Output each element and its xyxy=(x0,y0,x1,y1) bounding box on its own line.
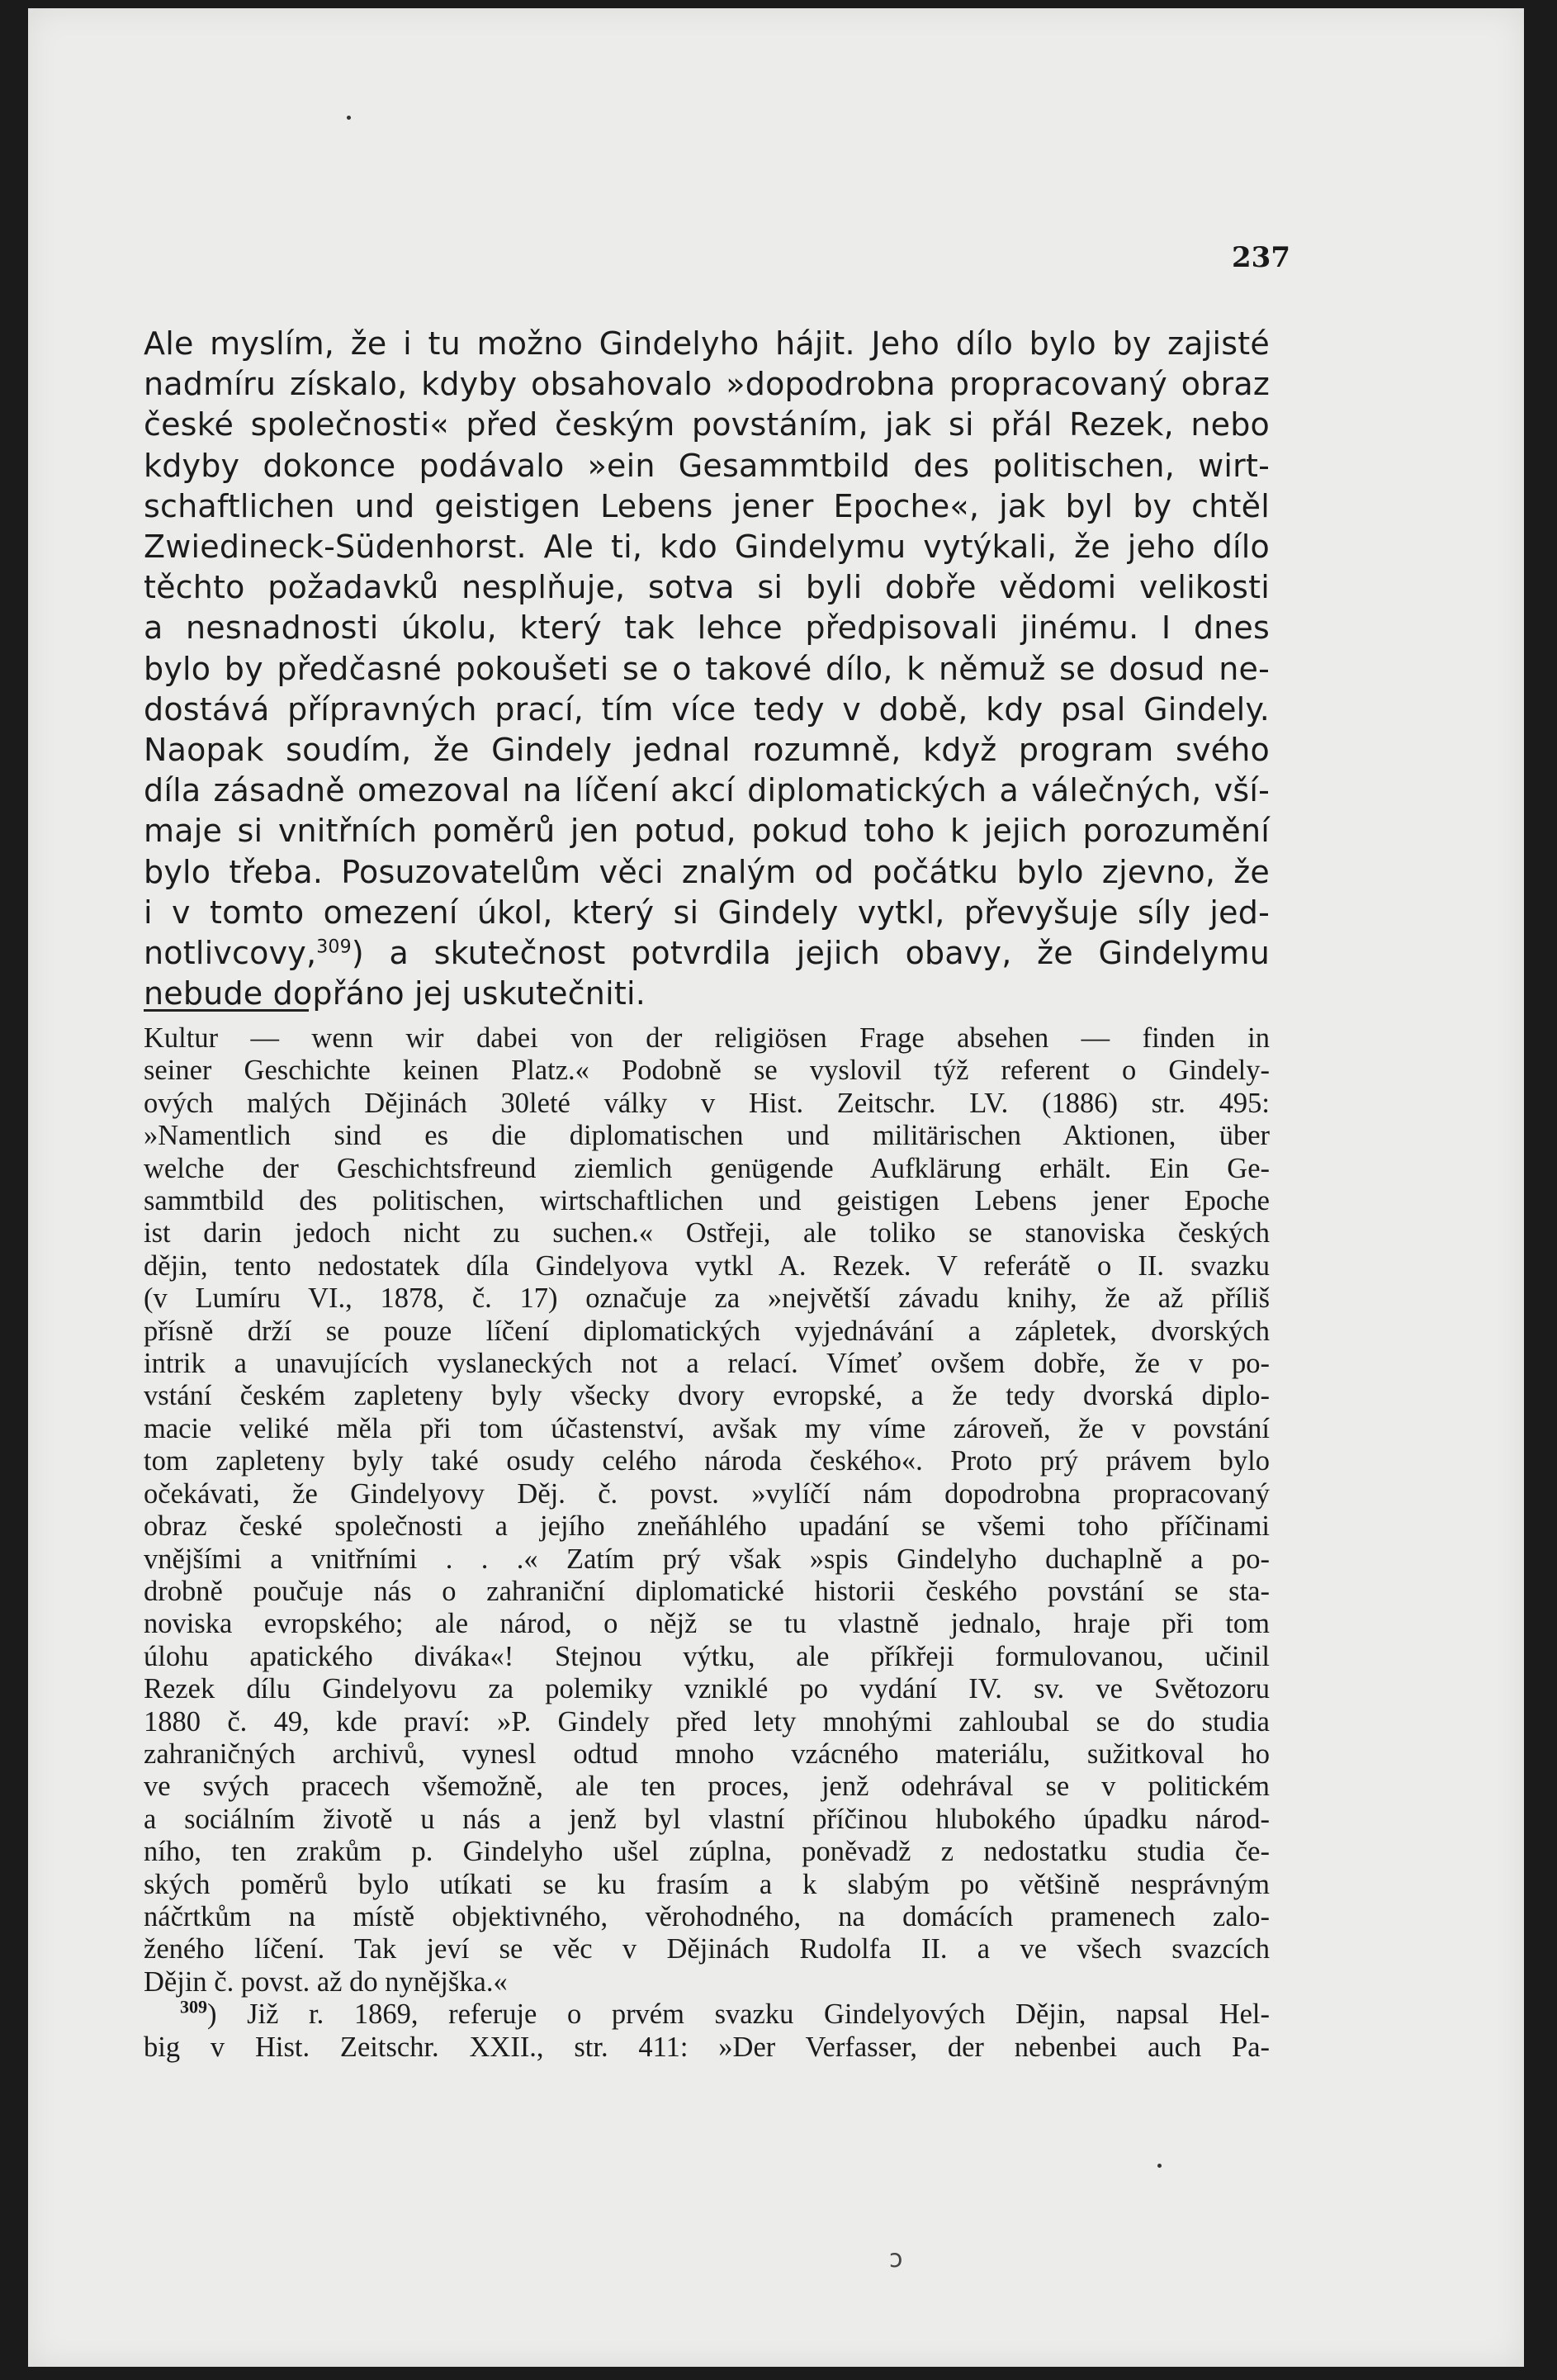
footnote-line: Dějin č. povst. až do nynějška.« xyxy=(144,1965,508,1998)
body-line: Ale myslím, že i tu možno Gindelyho hájit. Jeho dílo bylo by zajisté xyxy=(144,325,1270,362)
footnote-line: sammtbild des politischen, wirtschaftlichen und geistigen Lebens jener Epoche xyxy=(144,1185,1270,1217)
body-line: kdyby dokonce podávalo »ein Gesammtbild des politischen, wirt- xyxy=(144,447,1270,484)
page-number: 237 xyxy=(1232,241,1290,274)
footnote-line: macie veliké měla při tom účastenství, avšak my víme zároveň, že v povstání xyxy=(144,1412,1270,1444)
footnote-line: 1880 č. 49, kde praví: »P. Gindely před lety mnohými zahloubal se do studia xyxy=(144,1705,1270,1738)
footnote-line: zahraničných archivů, vynesl odtud mnoho vzácného materiálu, sužitkoval ho xyxy=(144,1738,1270,1770)
body-line: a nesnadnosti úkolu, který tak lehce předpisovali jinému. I dnes xyxy=(144,609,1270,647)
footnote-line: ských poměrů bylo utíkati se ku frasím a k slabým po většině nesprávným xyxy=(144,1868,1270,1900)
footnote-line: a sociálním životě u nás a jenž byl vlastní příčinou hlubokého úpadku národ- xyxy=(144,1803,1270,1835)
body-line: maje si vnitřních poměrů jen potud, pokud toho k jejich porozumění xyxy=(144,813,1270,850)
body-line: bylo třeba. Posuzovatelům věci znalým od počátku bylo zjevno, že xyxy=(144,853,1270,890)
body-line: díla zásadně omezoval na líčení akcí diplomatických a válečných, vší- xyxy=(144,772,1270,809)
footnote-line: obraz české společnosti a jejího zneňáhlého upadání se všemi toho příčinami xyxy=(144,1510,1270,1543)
footnote-line: ního, ten zrakům p. Gindelyho ušel zúplna, poněvadž z nedostatku studia če- xyxy=(144,1836,1270,1868)
body-line: i v tomto omezení úkol, který si Gindely vytkl, převyšuje síly jed- xyxy=(144,894,1270,931)
body-line: Naopak soudím, že Gindely jednal rozumně, když program svého xyxy=(144,732,1270,769)
footnote-309-line-2: big v Hist. Zeitschr. XXII., str. 411: »Der Verfasser, der nebenbei auch Pa- xyxy=(144,2031,1270,2063)
footnote-line: úlohu apatického diváka«! Stejnou výtku, ale příkřeji formulovanou, učinil xyxy=(144,1640,1270,1672)
footnote-309-mark: 309 xyxy=(180,1996,207,2017)
stray-mark: ɔ xyxy=(889,2245,903,2273)
footnote-line: Kultur — wenn wir dabei von der religiösen Frage absehen — finden in xyxy=(144,1022,1270,1054)
footnote-line: dějin, tento nedostatek díla Gindelyova vytkl A. Rezek. V referátě o II. svazku xyxy=(144,1249,1270,1282)
footnotes-block xyxy=(144,1022,1270,2064)
footnote-line: ových malých Dějinách 30leté války v Hist. Zeitschr. LV. (1886) str. 495: xyxy=(144,1087,1270,1119)
body-line-last: nebude dopřáno jej uskutečniti. xyxy=(144,975,646,1012)
footnote-line: ve svých pracech všemožně, ale ten proces, jenž odehrával se v politickém xyxy=(144,1771,1270,1803)
footnote-line: vnějšími a vnitřními . . .« Zatím prý však »spis Gindelyho duchaplně a po- xyxy=(144,1543,1270,1575)
body-line: bylo by předčasné pokoušeti se o takové dílo, k němuž se dosud ne- xyxy=(144,650,1270,687)
body-line: Zwiedineck-Südenhorst. Ale ti, kdo Gindelymu vytýkali, že jeho dílo xyxy=(144,529,1270,566)
footnote-line: noviska evropského; ale národ, o nějž se tu vlastně jednalo, hraje při tom xyxy=(144,1608,1270,1640)
footnote-line: očekávati, že Gindelyovy Děj. č. povst. »vylíčí nám dopodrobna propracovaný xyxy=(144,1477,1270,1510)
body-line: české společnosti« před českým povstáním, jak si přál Rezek, nebo xyxy=(144,406,1270,443)
paper-speck xyxy=(1157,2164,1162,2168)
footnote-line: »Namentlich sind es die diplomatischen und militärischen Aktionen, über xyxy=(144,1120,1270,1152)
body-line: dostává přípravných prací, tím více tedy v době, kdy psal Gindely. xyxy=(144,690,1270,728)
footnote-line: tom zapleteny byly také osudy celého národa českého«. Proto prý právem bylo xyxy=(144,1445,1270,1477)
footnote-line: intrik a unavujících vyslaneckých not a relací. Vímeť ovšem dobře, že v po- xyxy=(144,1348,1270,1380)
body-line-start: notlivcovy, xyxy=(144,935,317,972)
footnote-309-line-1 xyxy=(144,1998,1270,2031)
footnote-line: welche der Geschichtsfreund ziemlich genügende Aufklärung erhält. Ein Ge- xyxy=(144,1152,1270,1184)
body-line-end: a skutečnost potvrdila jejich obavy, že Gindelymu xyxy=(389,935,1270,972)
footnote-line: seiner Geschichte keinen Platz.« Podobně se vyslovil týž referent o Gindely- xyxy=(144,1055,1270,1087)
footnote-line: ist darin jedoch nicht zu suchen.« Ostřeji, ale toliko se stanoviska českých xyxy=(144,1217,1270,1249)
main-body-text xyxy=(144,324,1270,1014)
footnote-line: náčrtkům na místě objektivného, věrohodného, na domácích pramenech zalo- xyxy=(144,1900,1270,1932)
body-line: nadmíru získalo, kdyby obsahovalo »dopodrobna propracovaný obraz xyxy=(144,366,1270,403)
paper-speck xyxy=(347,116,351,120)
body-line: schaftlichen und geistigen Lebens jener Epoche«, jak byl by chtěl xyxy=(144,487,1270,524)
footnote-line: (v Lumíru VI., 1878, č. 17) označuje za »největší závadu knihy, že až příliš xyxy=(144,1282,1270,1315)
footnote-separator-rule xyxy=(144,1009,309,1012)
footnote-line: ženého líčení. Tak jeví se věc v Dějinách Rudolfa II. a ve všech svazcích xyxy=(144,1933,1270,1965)
body-line-with-footnote-ref xyxy=(144,933,1270,974)
footnote-line: vstání českém zapleteny byly všecky dvory evropské, a že tedy dvorská diplo- xyxy=(144,1380,1270,1412)
footnote-line: přísně drží se pouze líčení diplomatických vyjednávání a zápletek, dvorských xyxy=(144,1315,1270,1347)
footnote-line: drobně poučuje nás o zahraniční diplomatické historii českého povstání se sta- xyxy=(144,1575,1270,1607)
footnote-309-text: ) Již r. 1869, referuje o prvém svazku Gindelyových Dějin, napsal Hel- xyxy=(207,1998,1270,2031)
footnote-line: Rezek dílu Gindelyovu za polemiky vzniklé po vydání IV. sv. ve Světozoru xyxy=(144,1673,1270,1705)
footnote-reference-309: 309 xyxy=(316,936,352,958)
footnote-ref-paren: ) xyxy=(351,935,364,972)
body-line: těchto požadavků nesplňuje, sotva si byli dobře vědomi velikosti xyxy=(144,569,1270,606)
